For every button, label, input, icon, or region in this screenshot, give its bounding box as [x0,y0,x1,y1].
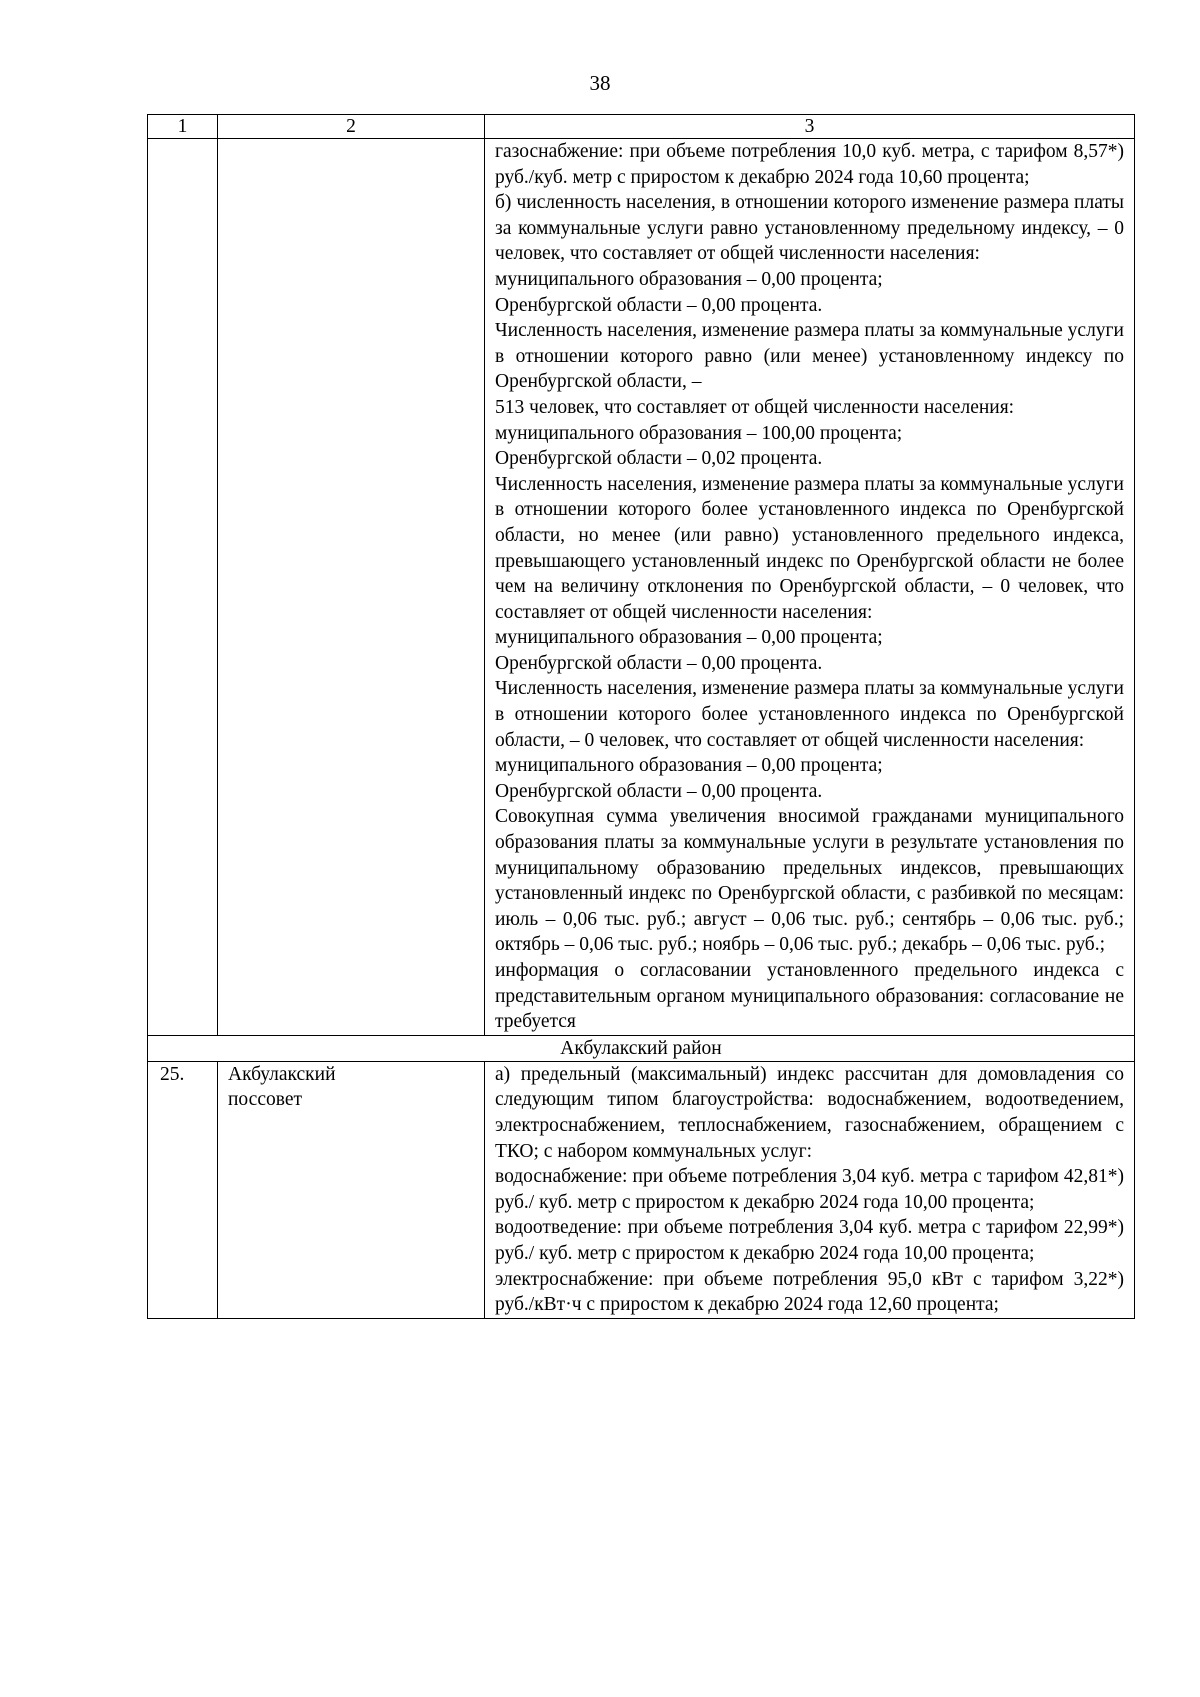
paragraph: Оренбургской области – 0,00 процента. [495,780,823,802]
paragraph: электроснабжение: при объеме потребления 95,0 кВт с тарифом 3,22*) руб./кВт·ч с приростом к декабрю 2024 года 12,60 процента; [495,1268,1124,1316]
column-header-1: 1 [148,115,218,139]
paragraph: водоснабжение: при объеме потребления 3,04 куб. метра с тарифом 42,81*) руб./ куб. метр с приростом к декабрю 2024 года 10,00 процента; [495,1166,1124,1213]
paragraph: Оренбургской области – 0,02 процента. [495,448,823,470]
page-number: 38 [589,71,611,95]
paragraph: Совокупная сумма увеличения вносимой гражданами муниципального образования платы за коммунальные услуги в результате установления по муниципальному образованию предельных индексов, превышающих установленный индекс по Оренбургской области, с разбивкой по месяцам: июль – 0,06 тыс. руб.; август – 0,06 тыс. руб.; сентябрь – 0,06 тыс. руб.; октябрь – 0,06 тыс. руб.; ноябрь – 0,06 тыс. руб.; декабрь – 0,06 тыс. руб.; [495,806,1124,956]
entry-number: 25. [148,1061,218,1318]
continuation-row [148,139,1135,1036]
column-header-2: 2 [218,115,485,139]
entry-name-cell [218,1061,485,1318]
paragraph: Численность населения, изменение размера платы за коммунальные услуги в отношении которого более установленного индекса по Оренбургской области, но менее (или равно) установленного предельного индекса, превышающего установленный индекс по Оренбургской области не более чем на величину отклонения по Оренбургской области, – 0 человек, что составляет от общей численности населения: [495,473,1124,623]
entry-text-cell [485,1061,1135,1318]
entry-name-line: Акбулакский [228,1063,336,1085]
continuation-number-cell [148,139,218,1036]
paragraph: газоснабжение: при объеме потребления 10,0 куб. метра, с тарифом 8,57*) руб./куб. метр с приростом к декабрю 2024 года 10,60 процента; [495,141,1124,188]
table-row [148,1061,1135,1318]
region-row [148,1035,1135,1061]
column-header-3: 3 [485,115,1135,139]
paragraph: Оренбургской области – 0,00 процента. [495,652,823,674]
paragraph: муниципального образования – 0,00 процента; [495,755,883,777]
paragraph: 513 человек, что составляет от общей численности населения: [495,396,1015,418]
paragraph: а) предельный (максимальный) индекс рассчитан для домовладения со следующим типом благоустройства: водоснабжением, водоотведением, электроснабжением, теплоснабжением, газоснабжением, обращением с ТКО; с набором коммунальных услуг: [495,1063,1124,1162]
data-table [147,114,1135,1319]
continuation-text-cell [485,139,1135,1036]
paragraph: Численность населения, изменение размера платы за коммунальные услуги в отношении которого равно (или менее) установленному индексу по Оренбургской области, – [495,320,1124,393]
paragraph: Численность населения, изменение размера платы за коммунальные услуги в отношении которого более установленного индекса по Оренбургской области, – 0 человек, что составляет от общей численности населения: [495,678,1124,751]
paragraph: информация о согласовании установленного предельного индекса с представительным органом муниципального образования: согласование не требуется [495,960,1124,1033]
paragraph: водоотведение: при объеме потребления 3,04 куб. метра с тарифом 22,99*) руб./ куб. метр с приростом к декабрю 2024 года 10,00 процента; [495,1217,1124,1264]
paragraph: муниципального образования – 0,00 процента; [495,627,883,649]
region-title: Акбулакский район [148,1035,1135,1061]
table-header-row [148,115,1135,139]
paragraph: Оренбургской области – 0,00 процента. [495,294,823,316]
paragraph: муниципального образования – 0,00 процента; [495,268,883,290]
continuation-name-cell [218,139,485,1036]
paragraph: б) численность населения, в отношении которого изменение размера платы за коммунальные услуги равно установленному предельному индексу, – 0 человек, что составляет от общей численности населения: [495,192,1124,265]
entry-name-line: поссовет [228,1089,303,1111]
paragraph: муниципального образования – 100,00 процента; [495,422,903,444]
